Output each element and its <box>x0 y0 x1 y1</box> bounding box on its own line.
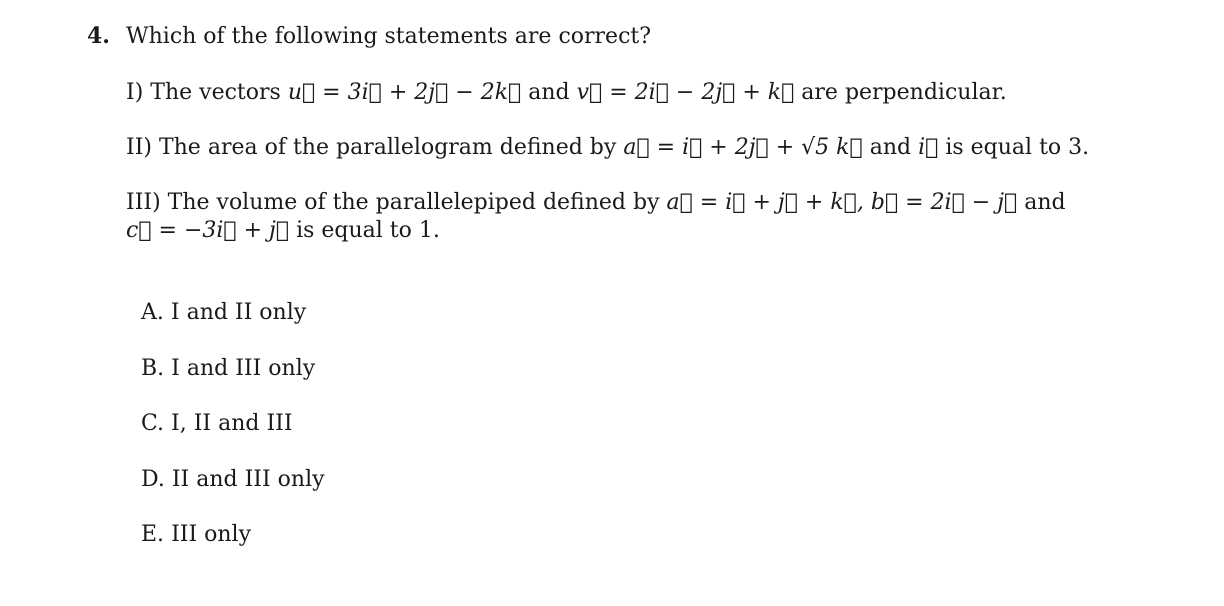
question-header <box>87 22 1127 51</box>
statement-text: is equal to 3. <box>945 135 1090 160</box>
option-letter: B. <box>141 355 165 381</box>
statement-math: c⃗ = −3i⃗ + j⃗ <box>126 218 290 243</box>
statement-1 <box>126 79 1127 107</box>
option-d[interactable] <box>141 466 325 494</box>
option-b[interactable] <box>141 355 325 383</box>
statement-label: I) <box>126 80 144 105</box>
option-text: III only <box>171 522 252 547</box>
option-text: I and III only <box>171 355 316 381</box>
question-number: 4. <box>87 23 110 49</box>
option-letter: A. <box>141 300 164 325</box>
statement-2 <box>126 134 1127 162</box>
option-text: I and II only <box>170 300 307 325</box>
statement-text: The area of the parallelogram defined by <box>158 135 617 160</box>
statements-list <box>126 79 1127 245</box>
statement-text: The volume of the parallelepiped defined by <box>167 190 660 215</box>
statement-text: is equal to 1. <box>296 218 440 243</box>
statement-label: III) <box>126 190 161 215</box>
option-letter: D. <box>141 466 165 492</box>
answer-options <box>141 299 325 577</box>
option-letter: E. <box>141 522 165 547</box>
statement-math: a⃗ = i⃗ + 2j⃗ + √5 k⃗ <box>623 135 863 160</box>
statement-text: and <box>1024 190 1066 215</box>
statement-3 <box>126 189 1127 245</box>
option-a[interactable] <box>141 299 325 327</box>
option-text: II and III only <box>171 466 325 492</box>
statement-label: II) <box>126 135 152 160</box>
question-prompt: Which of the following statements are correct? <box>126 24 652 49</box>
question-block <box>87 22 1127 272</box>
statement-math: u⃗ = 3i⃗ + 2j⃗ − 2k⃗ <box>287 80 522 105</box>
option-letter: C. <box>141 411 165 436</box>
option-e[interactable] <box>141 521 325 549</box>
statement-text: and <box>869 135 912 160</box>
statement-text: The vectors <box>150 80 281 105</box>
statement-math: a⃗ = i⃗ + j⃗ + k⃗, b⃗ = 2i⃗ − j⃗ <box>666 190 1018 215</box>
statement-text: and <box>528 80 570 105</box>
statement-math: i⃗ <box>918 135 939 160</box>
option-text: I, II and III <box>171 411 293 436</box>
option-c[interactable] <box>141 410 325 438</box>
statement-math: v⃗ = 2i⃗ − 2j⃗ + k⃗ <box>576 80 795 105</box>
statement-text: are perpendicular. <box>801 80 1007 105</box>
